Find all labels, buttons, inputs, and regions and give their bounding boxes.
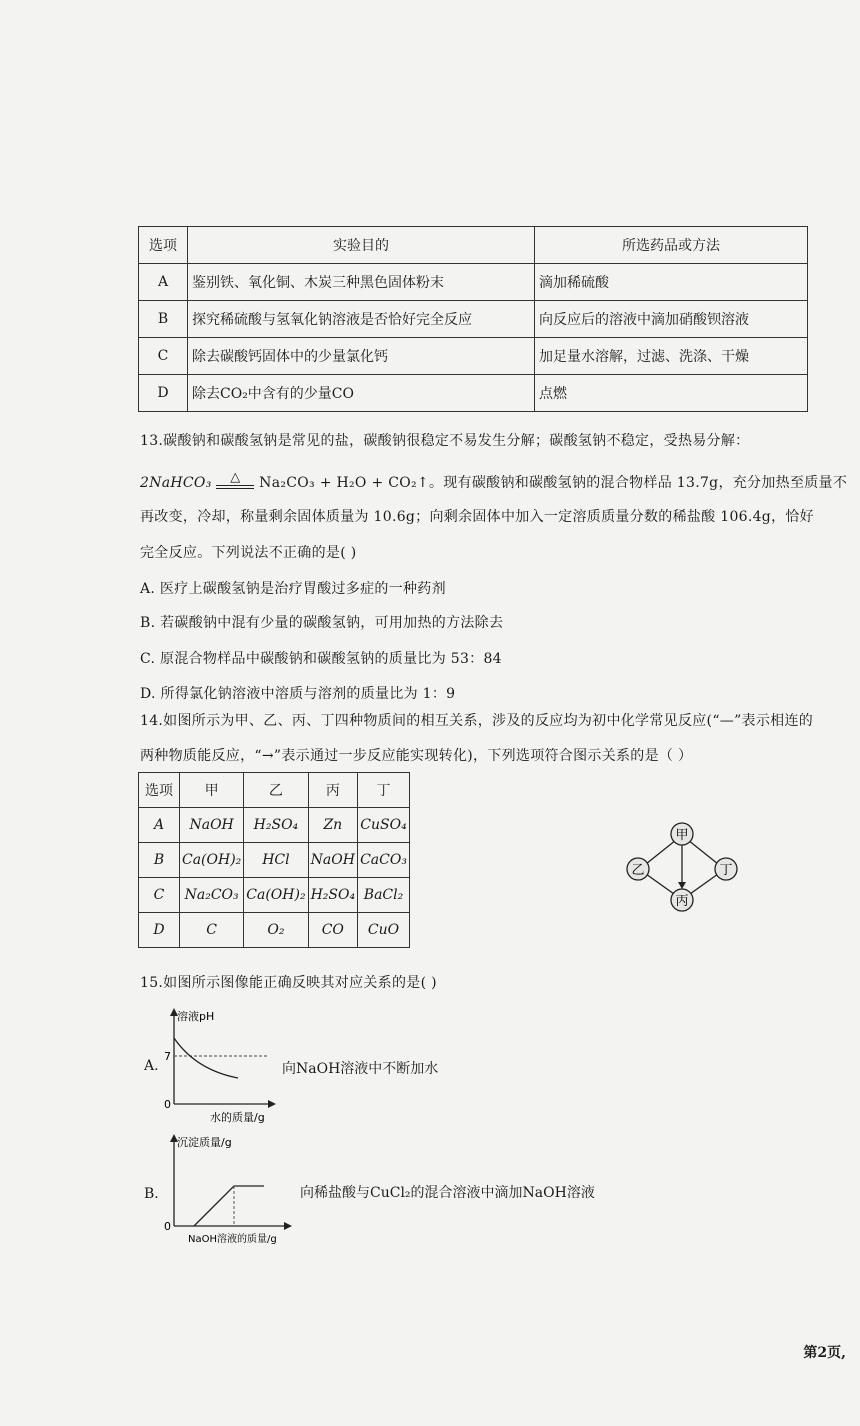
- node-label-yi: 乙: [631, 863, 645, 878]
- graph-b: [158, 1134, 308, 1246]
- header-method: 所选药品或方法: [535, 227, 808, 264]
- graph-a-y-label: 溶液pH: [177, 1010, 215, 1023]
- q14-cell: Zn: [308, 808, 358, 843]
- q14-line1: 14.如图所示为甲、乙、丙、丁四种物质间的相互关系，涉及的反应均为初中化学常见反应(“—”表示相连的: [140, 713, 814, 729]
- q14-cell: H₂SO₄: [308, 878, 358, 913]
- graph-b-curve: [194, 1186, 264, 1226]
- page-number: 第2页,: [803, 1345, 846, 1361]
- graph-a-ytick-7: 7: [164, 1050, 171, 1063]
- q14-cell: Ca(OH)₂: [180, 843, 244, 878]
- q14-line2: 两种物质能反应，“→”表示通过一步反应能实现转化)，下列选项符合图示关系的是（ ）: [140, 748, 693, 764]
- q15-option-b-text: 向稀盐酸与CuCl₂的混合溶液中滴加NaOH溶液: [300, 1185, 595, 1201]
- q15-stem: 15.如图所示图像能正确反映其对应关系的是( ): [140, 975, 437, 991]
- q14-cell: CuSO₄: [358, 808, 410, 843]
- q14-cell: H₂SO₄: [244, 808, 308, 843]
- arrow-head-icon: [678, 882, 686, 889]
- q15-option-a-text: 向NaOH溶液中不断加水: [282, 1061, 439, 1077]
- row-option: D: [139, 375, 188, 412]
- row-method: 滴加稀硫酸: [535, 264, 808, 301]
- header-aim: 实验目的: [188, 227, 535, 264]
- graph-b-x-label: NaOH溶液的质量/g: [188, 1234, 277, 1245]
- row-option: B: [139, 301, 188, 338]
- row-aim: 探究稀硫酸与氢氧化钠溶液是否恰好完全反应: [188, 301, 535, 338]
- q14-cell: C: [139, 878, 180, 913]
- table-row: [139, 913, 410, 948]
- q14-cell: NaOH: [180, 808, 244, 843]
- graph-a-x-arrow-icon: [268, 1100, 276, 1108]
- q14-header: 甲: [180, 773, 244, 808]
- q14-cell: CaCO₃: [358, 843, 410, 878]
- table-row: [139, 843, 410, 878]
- table-row: [139, 301, 808, 338]
- header-option: 选项: [139, 227, 188, 264]
- q13-equation-right: Na₂CO₃ + H₂O + CO₂↑。现有碳酸钠和碳酸氢钠的混合物样品 13.7g，充分加热至质量不: [259, 475, 848, 491]
- q13-line4: 完全反应。下列说法不正确的是( ): [140, 545, 357, 561]
- q14-header: 丁: [358, 773, 410, 808]
- row-option: A: [139, 264, 188, 301]
- row-method: 向反应后的溶液中滴加硝酸钡溶液: [535, 301, 808, 338]
- q14-cell: D: [139, 913, 180, 948]
- q13-option-c: C. 原混合物样品中碳酸钠和碳酸氢钠的质量比为 53：84: [140, 651, 502, 667]
- experiment-table: [138, 226, 808, 412]
- row-option: C: [139, 338, 188, 375]
- table-row: [139, 375, 808, 412]
- graph-b-y-label: 沉淀质量/g: [177, 1136, 232, 1149]
- q13-equation-line: [140, 470, 848, 495]
- table-row: [139, 264, 808, 301]
- q14-cell: B: [139, 843, 180, 878]
- q14-header: 乙: [244, 773, 308, 808]
- q13-line3: 再改变，冷却，称量剩余固体质量为 10.6g；向剩余固体中加入一定溶质质量分数的稀盐酸 106.4g，恰好: [140, 509, 814, 525]
- node-label-ding: 丁: [719, 863, 733, 878]
- row-method: 加足量水溶解，过滤、洗涤、干燥: [535, 338, 808, 375]
- graph-b-origin: 0: [164, 1220, 171, 1233]
- q14-cell: O₂: [244, 913, 308, 948]
- link-jia-ding: [688, 840, 718, 864]
- graph-a-curve: [174, 1038, 238, 1078]
- q15-option-b-label: B.: [144, 1186, 159, 1202]
- graph-a: [158, 1008, 278, 1126]
- q13-line1: 13.碳酸钠和碳酸氢钠是常见的盐，碳酸钠很稳定不易发生分解；碳酸氢钠不稳定，受热易分解：: [140, 433, 750, 449]
- node-label-bing: 丙: [675, 894, 689, 909]
- table-row: [139, 808, 410, 843]
- link-yi-bing: [646, 874, 674, 894]
- graph-a-x-label: 水的质量/g: [210, 1111, 265, 1124]
- q14-header: 丙: [308, 773, 358, 808]
- q13-option-d: D. 所得氯化钠溶液中溶质与溶剂的质量比为 1：9: [140, 686, 456, 702]
- q14-cell: HCl: [244, 843, 308, 878]
- row-aim: 除去CO₂中含有的少量CO: [188, 375, 535, 412]
- link-jia-yi: [646, 840, 676, 864]
- q13-equation-left: 2NaHCO₃: [140, 475, 212, 491]
- q14-cell: CO: [308, 913, 358, 948]
- q14-cell: C: [180, 913, 244, 948]
- graph-a-origin: 0: [164, 1098, 171, 1111]
- q14-cell: A: [139, 808, 180, 843]
- q14-header: 选项: [139, 773, 180, 808]
- table-header-row: [139, 227, 808, 264]
- q14-cell: Na₂CO₃: [180, 878, 244, 913]
- table-row: [139, 878, 410, 913]
- q14-table: [138, 772, 410, 948]
- relationship-diagram: [612, 818, 752, 918]
- q14-cell: NaOH: [308, 843, 358, 878]
- q14-cell: Ca(OH)₂: [244, 878, 308, 913]
- q14-cell: CuO: [358, 913, 410, 948]
- row-aim: 鉴别铁、氧化铜、木炭三种黑色固体粉末: [188, 264, 535, 301]
- row-method: 点燃: [535, 375, 808, 412]
- q13-option-a: A. 医疗上碳酸氢钠是治疗胃酸过多症的一种药剂: [140, 581, 446, 597]
- q15-option-a-label: A.: [144, 1058, 159, 1074]
- link-ding-bing: [690, 874, 718, 894]
- node-label-jia: 甲: [675, 828, 689, 843]
- table-header-row: [139, 773, 410, 808]
- q13-option-b: B. 若碳酸钠中混有少量的碳酸氢钠，可用加热的方法除去: [140, 615, 504, 631]
- q14-cell: BaCl₂: [358, 878, 410, 913]
- row-aim: 除去碳酸钙固体中的少量氯化钙: [188, 338, 535, 375]
- table-row: [139, 338, 808, 375]
- graph-b-x-arrow-icon: [284, 1222, 292, 1230]
- q13-equation-condition: △: [216, 472, 254, 489]
